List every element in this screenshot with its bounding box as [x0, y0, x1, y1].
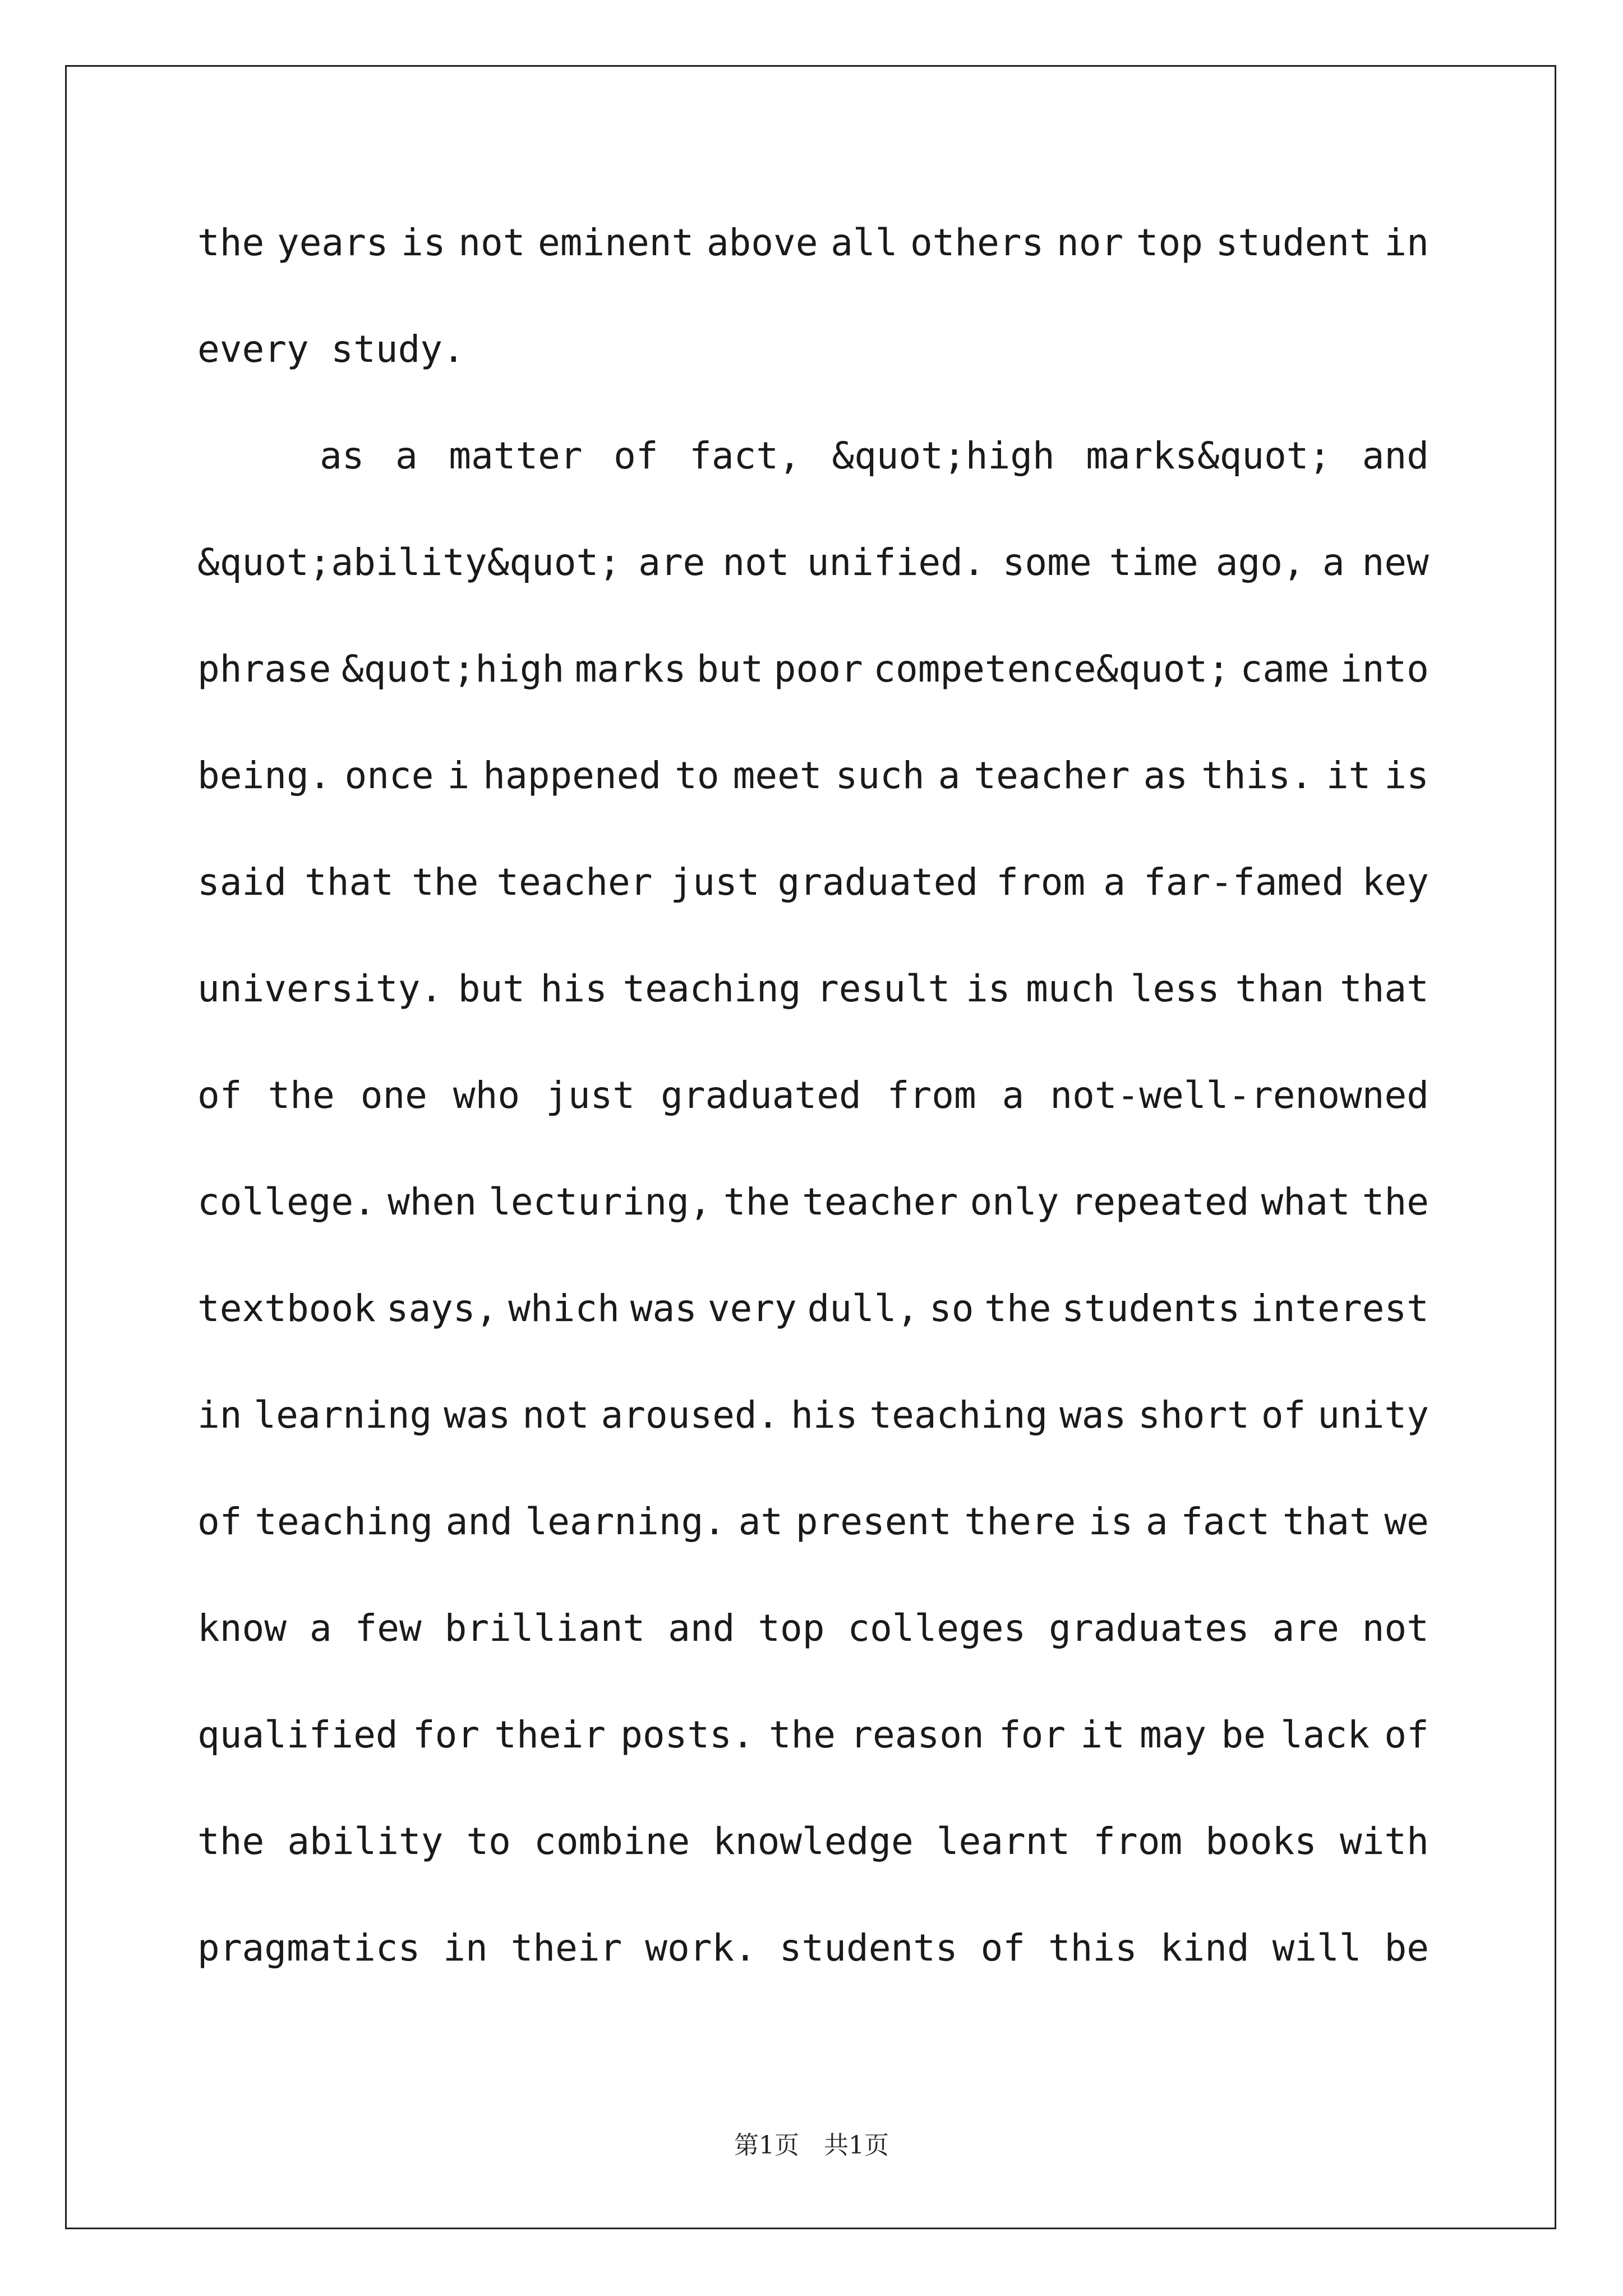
text-line: in learning was not aroused. his teaching was short of unity — [197, 1393, 1429, 1437]
text-line: being. once i happened to meet such a teacher as this. it is — [197, 754, 1429, 797]
text-line: university. but his teaching result is much less than that — [197, 967, 1429, 1010]
page-number-footer: 第1页 共1页 — [734, 2131, 889, 2160]
text-line: pragmatics in their work. students of this kind will be — [197, 1926, 1429, 1970]
text-line: know a few brilliant and top colleges graduates are not — [197, 1607, 1429, 1650]
text-line: every study. — [197, 328, 465, 371]
text-line: of teaching and learning. at present there is a fact that we — [197, 1500, 1429, 1543]
text-line: of the one who just graduated from a not-well-renowned — [197, 1074, 1429, 1117]
text-line: the years is not eminent above all others nor top student in — [197, 221, 1429, 264]
text-line: said that the teacher just graduated from a far-famed key — [197, 861, 1429, 904]
text-line: as a matter of fact, &quot;high marks&quot; and — [320, 434, 1429, 477]
text-line: college. when lecturing, the teacher only repeated what the — [197, 1180, 1429, 1223]
text-line: textbook says, which was very dull, so the students interest — [197, 1287, 1429, 1330]
text-line: phrase &quot;high marks but poor competence&quot; came into — [197, 647, 1429, 691]
document-body — [197, 221, 1429, 2036]
text-line: the ability to combine knowledge learnt from books with — [197, 1820, 1429, 1863]
text-line: &quot;ability&quot; are not unified. some time ago, a new — [197, 541, 1429, 584]
text-line: qualified for their posts. the reason for it may be lack of — [197, 1713, 1429, 1756]
